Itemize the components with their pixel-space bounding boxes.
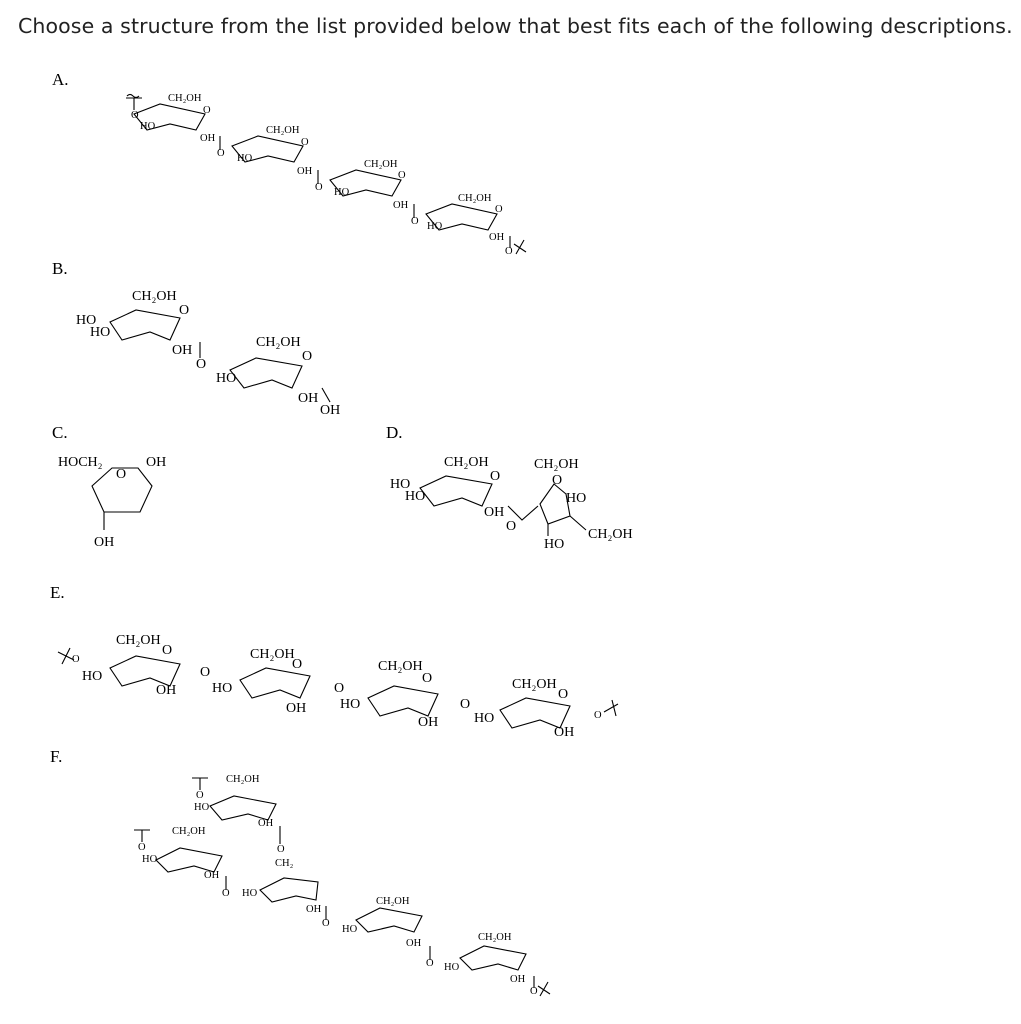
svg-text:HO: HO [342, 924, 358, 935]
structure-f [134, 774, 550, 997]
svg-text:OH: OH [510, 974, 526, 985]
svg-text:HO: HO [566, 491, 587, 506]
svg-text:CH₂OH: CH₂OH [172, 826, 206, 837]
svg-text:O: O [495, 204, 503, 215]
svg-text:O: O [301, 137, 309, 148]
svg-text:O: O [196, 790, 204, 801]
svg-text:O: O [302, 349, 313, 364]
svg-text:CH₂OH: CH₂OH [266, 125, 300, 136]
svg-text:HO: HO [212, 681, 233, 696]
structure-e [58, 633, 618, 740]
svg-text:O: O [558, 687, 569, 702]
svg-text:HO: HO [82, 669, 103, 684]
option-label-f: F. [50, 747, 63, 766]
svg-text:CH₂OH: CH₂OH [116, 633, 161, 648]
svg-text:O: O [217, 148, 225, 159]
svg-text:O: O [179, 303, 190, 318]
svg-text:HO: HO [474, 711, 495, 726]
svg-text:OH: OH [484, 505, 505, 520]
svg-text:OH: OH [286, 701, 307, 716]
svg-text:HO: HO [242, 888, 258, 899]
option-label-e: E. [50, 583, 65, 602]
svg-text:O: O [203, 105, 211, 116]
svg-text:HO: HO [142, 854, 158, 865]
svg-text:OH: OH [172, 343, 193, 358]
svg-text:HOCH₂: HOCH₂ [58, 455, 103, 470]
svg-text:O: O [72, 654, 80, 665]
option-label-a: A. [52, 70, 69, 89]
option-label-b: B. [52, 259, 68, 278]
svg-text:OH: OH [146, 455, 167, 470]
svg-text:HO: HO [90, 325, 111, 340]
svg-text:O: O [426, 958, 434, 969]
svg-text:HO: HO [427, 221, 443, 232]
svg-text:O: O [315, 182, 323, 193]
svg-text:CH₂OH: CH₂OH [444, 455, 489, 470]
svg-text:O: O [200, 665, 211, 680]
svg-text:OH: OH [306, 904, 322, 915]
svg-text:HO: HO [334, 187, 350, 198]
svg-text:OH: OH [297, 166, 313, 177]
svg-text:OH: OH [418, 715, 439, 730]
svg-text:OH: OH [298, 391, 319, 406]
svg-text:O: O [594, 710, 602, 721]
svg-text:OH: OH [320, 403, 341, 418]
svg-text:O: O [422, 671, 433, 686]
svg-text:CH₂OH: CH₂OH [376, 896, 410, 907]
svg-text:HO: HO [390, 477, 411, 492]
svg-text:OH: OH [489, 232, 505, 243]
svg-text:OH: OH [406, 938, 422, 949]
svg-text:HO: HO [444, 962, 460, 973]
svg-text:CH₂OH: CH₂OH [226, 774, 260, 785]
svg-text:OH: OH [200, 133, 216, 144]
svg-text:O: O [222, 888, 230, 899]
option-label-c: C. [52, 423, 68, 442]
svg-text:CH₂OH: CH₂OH [168, 93, 202, 104]
svg-text:CH₂OH: CH₂OH [132, 289, 177, 304]
svg-text:HO: HO [237, 153, 253, 164]
svg-text:CH₂OH: CH₂OH [534, 457, 579, 472]
svg-text:O: O [506, 519, 517, 534]
svg-text:O: O [460, 697, 471, 712]
svg-text:CH₂OH: CH₂OH [512, 677, 557, 692]
svg-text:OH: OH [258, 818, 274, 829]
svg-text:HO: HO [405, 489, 426, 504]
svg-text:CH₂OH: CH₂OH [588, 527, 633, 542]
svg-text:O: O [116, 467, 127, 482]
svg-text:O: O [162, 643, 173, 658]
svg-text:CH₂OH: CH₂OH [364, 159, 398, 170]
svg-text:O: O [292, 657, 303, 672]
svg-text:O: O [552, 473, 563, 488]
svg-text:O: O [530, 986, 538, 997]
svg-text:O: O [334, 681, 345, 696]
question-text: Choose a structure from the list provided below that best fits each of the following descriptions. [18, 14, 1013, 38]
svg-text:OH: OH [393, 200, 409, 211]
svg-text:CH₂OH: CH₂OH [250, 647, 295, 662]
structure-b [76, 289, 340, 418]
svg-text:HO: HO [140, 121, 156, 132]
structure-d [390, 455, 633, 552]
svg-text:CH₂OH: CH₂OH [378, 659, 423, 674]
svg-text:OH: OH [94, 535, 115, 550]
svg-text:CH₂: CH₂ [275, 858, 294, 869]
svg-text:O: O [505, 246, 513, 257]
svg-text:O: O [138, 842, 146, 853]
svg-text:CH₂OH: CH₂OH [458, 193, 492, 204]
svg-text:HO: HO [194, 802, 210, 813]
svg-text:O: O [398, 170, 406, 181]
svg-text:CH₂OH: CH₂OH [478, 932, 512, 943]
svg-text:HO: HO [340, 697, 361, 712]
svg-text:O: O [411, 216, 419, 227]
svg-text:CH₂OH: CH₂OH [256, 335, 301, 350]
svg-text:OH: OH [554, 725, 575, 740]
svg-text:OH: OH [204, 870, 220, 881]
svg-text:O: O [131, 110, 139, 121]
svg-text:HO: HO [216, 371, 237, 386]
svg-text:HO: HO [76, 313, 97, 328]
svg-text:HO: HO [544, 537, 565, 552]
structure-a [126, 93, 526, 257]
option-label-d: D. [386, 423, 403, 442]
svg-text:O: O [490, 469, 501, 484]
svg-text:O: O [277, 844, 285, 855]
svg-text:OH: OH [156, 683, 177, 698]
svg-text:O: O [322, 918, 330, 929]
svg-text:O: O [196, 357, 207, 372]
structure-c [58, 455, 166, 550]
